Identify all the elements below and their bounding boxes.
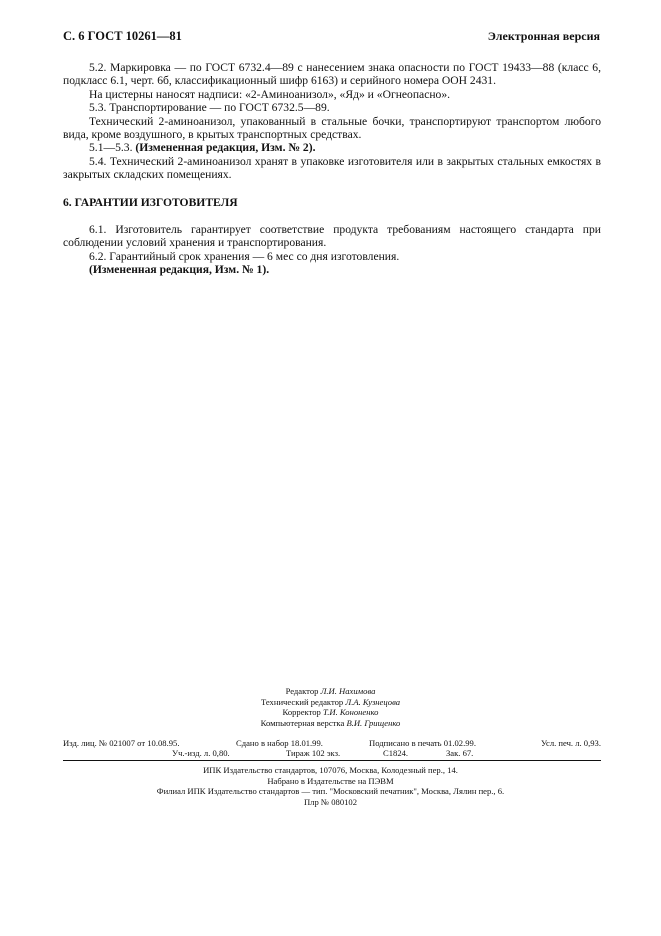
credit-label: Корректор bbox=[282, 707, 321, 718]
section-6-title: 6. ГАРАНТИИ ИЗГОТОВИТЕЛЯ bbox=[63, 195, 238, 209]
clause-5-2-tank-labels: На цистерны наносят надписи: «2-Аминоанизол», «Яд» и «Огнеопасно». bbox=[89, 87, 451, 101]
document-body bbox=[63, 61, 601, 277]
printed-sheets: Усл. печ. л. 0,93. bbox=[540, 738, 601, 748]
footer-line-publisher: ИПК Издательство стандартов, 107076, Москва, Колодезный пер., 14. bbox=[203, 765, 458, 775]
credit-label: Компьютерная верстка bbox=[260, 717, 345, 728]
clause-6-1-guarantee: 6.1. Изготовитель гарантирует соответствие продукта требованиям настоящего стандарта при соблюдении условий хранения и транспортирования. bbox=[63, 223, 601, 250]
print-run: Тираж 102 экз. bbox=[286, 748, 341, 758]
credit-name: В.И. Грищенко bbox=[346, 717, 401, 728]
page-header-standard: С. 6 ГОСТ 10261—81 bbox=[63, 29, 182, 43]
footer-divider bbox=[63, 760, 601, 761]
credit-corrector bbox=[0, 707, 661, 718]
submitted-date: Сдано в набор 18.01.99. bbox=[236, 738, 323, 748]
credit-tech-editor bbox=[0, 697, 661, 708]
credit-editor bbox=[0, 686, 661, 697]
credit-label: Редактор bbox=[285, 686, 319, 696]
revision-note-1: (Измененная редакция, Изм. № 1). bbox=[89, 263, 270, 277]
credit-layout bbox=[0, 718, 661, 729]
clause-5-1-5-3-revision bbox=[63, 141, 601, 154]
license-number: Изд. лиц. № 021007 от 10.08.95. bbox=[63, 738, 180, 748]
footer-line-license: Плр № 080102 bbox=[303, 796, 358, 807]
clause-5-4-storage: 5.4. Технический 2-аминоанизол хранят в упаковке изготовителя или в закрытых стальных емкостях в закрытых складских помещениях. bbox=[63, 154, 601, 182]
clause-5-3-transport: 5.3. Транспортирование — по ГОСТ 6732.5—89. bbox=[89, 101, 330, 115]
publisher-footer bbox=[0, 765, 661, 807]
signed-date: Подписано в печать 01.02.99. bbox=[369, 738, 476, 748]
clause-5-2-marking: 5.2. Маркировка — по ГОСТ 6732.4—89 с нанесением знака опасности по ГОСТ 19433—88 (класс 6, подкласс 6.1, черт. 6б, классификационный шифр 6163) и серийного номера ООН 2431. bbox=[63, 61, 601, 88]
print-code: С1824. bbox=[383, 748, 409, 758]
revision-note-2: (Измененная редакция, Изм. № 2). bbox=[135, 141, 316, 155]
clause-5-3-transport-detail: Технический 2-аминоанизол, упакованный в стальные бочки, транспортируют транспортом любого вида, кроме воздушного, в крытых транспортных средствах. bbox=[63, 114, 601, 142]
page-header-edition: Электронная версия bbox=[487, 29, 600, 43]
footer-line-typeset: Набрано в Издательстве на ПЭВМ bbox=[267, 775, 394, 786]
publisher-sheets: Уч.-изд. л. 0,80. bbox=[172, 748, 230, 758]
clause-6-2-shelf-life: 6.2. Гарантийный срок хранения — 6 мес со дня изготовления. bbox=[89, 249, 400, 263]
credit-name: Т.И. Кононенко bbox=[323, 707, 379, 718]
clause-6-2-revision bbox=[63, 263, 601, 276]
editorial-credits bbox=[0, 686, 661, 728]
footer-line-printer: Филиал ИПК Издательство стандартов — тип. "Московский печатник", Москва, Лялин пер., 6. bbox=[156, 786, 505, 797]
revision-ref: 5.1—5.3. bbox=[89, 141, 136, 155]
credit-label: Технический редактор bbox=[260, 696, 344, 707]
credit-name: Л.И. Нахимова bbox=[320, 686, 376, 696]
credit-name: Л.А. Кузнецова bbox=[345, 696, 401, 707]
order-number: Зак. 67. bbox=[446, 748, 474, 758]
